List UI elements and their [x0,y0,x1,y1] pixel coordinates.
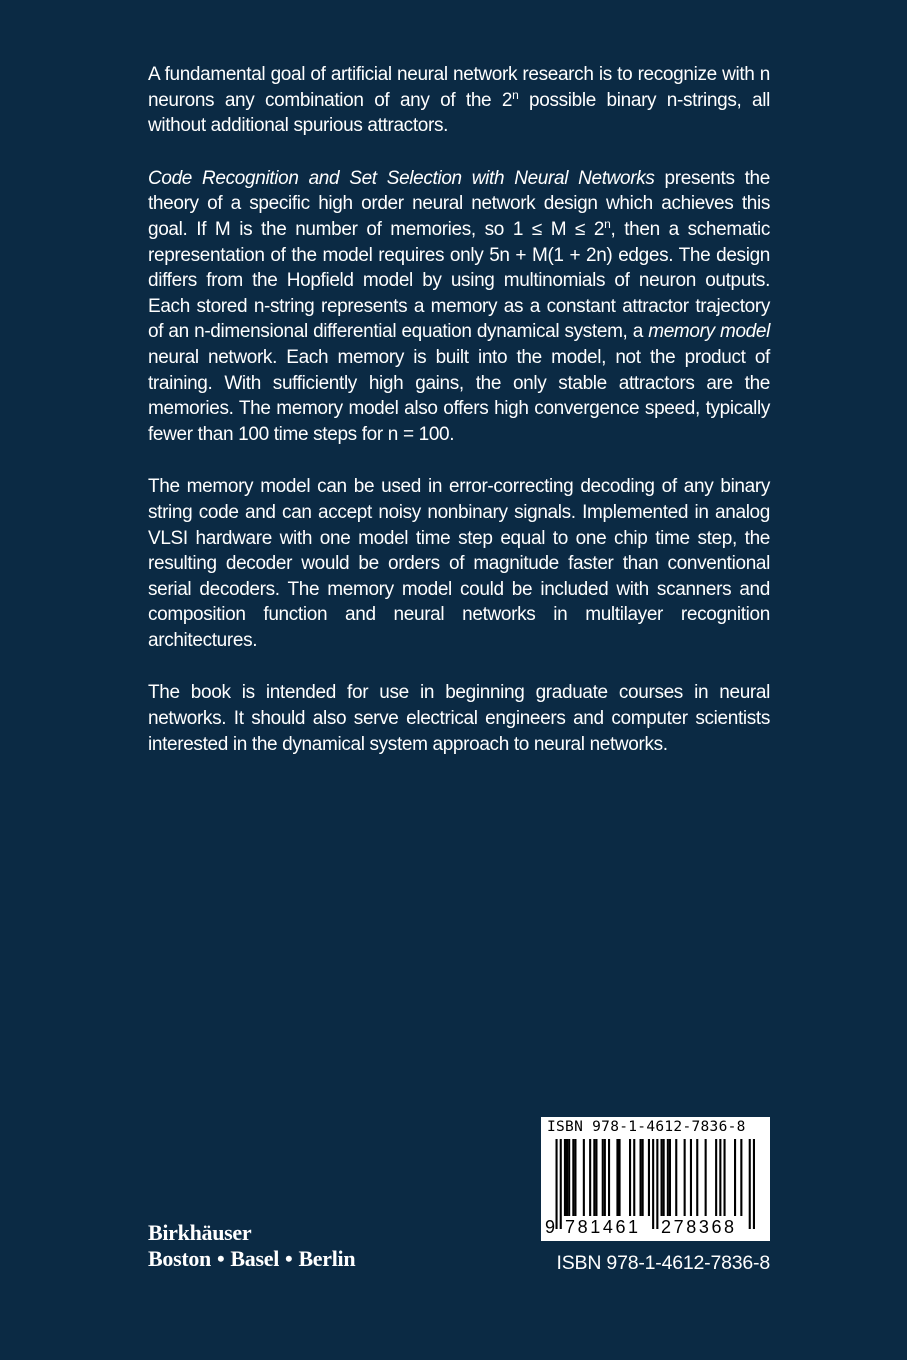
barcode-bar [564,1139,566,1216]
barcode-bar [663,1139,665,1216]
barcode-bar [648,1139,650,1216]
publisher-imprint [148,1220,355,1272]
blurb-text: neural network. Each memory is built into the model, not the product of training. With sufficiently high gains, the only stable attractors are the memories. The memory model also offers high convergence speed, typically fewer than 100 time steps for n = 100. [148,346,770,445]
barcode-guard-bar [749,1139,751,1229]
barcode-guard-bar [753,1139,755,1229]
blurb-paragraph-3: The memory model can be used in error-correcting decoding of any binary string code and can accept noisy nonbinary signals. Implemented in analog VLSI hardware with one model time step equal to one chip time step, the resulting decoder would be orders of magnitude faster than conventional serial decoders. The memory model could be included with scanners and composition function and neural networks in multilayer recognition architectures. [148,476,770,651]
barcode-bar [740,1139,742,1216]
barcode-left-digits: 781461 [565,1217,641,1237]
barcode-bar [696,1139,698,1216]
barcode-bar [568,1139,570,1216]
barcode-bar [719,1139,721,1216]
barcode-bar [715,1139,717,1216]
barcode-bar [640,1139,642,1216]
blurb-text: , then a schematic representation of the model requires only 5n + M(1 + 2n) edges. The design differs from the Hopfield model by using multinomials of neuron outputs. Each stored n-string represents a memory as a constant attractor trajectory of an n-dimensional differential equation dynamical system, a [148,218,771,343]
barcode-bar [604,1139,606,1216]
barcode-bar [633,1139,635,1216]
book-title-italic: Code Recognition and Set Selection with Neural Networks [148,167,655,189]
bullet-separator: • [285,1246,293,1271]
barcode-bar [595,1139,597,1216]
barcode-guard-bar [560,1139,562,1229]
barcode-bar [566,1139,568,1216]
emphasis-italic: memory model [648,321,770,343]
publisher-cities [148,1246,355,1272]
blurb-paragraph-4: The book is intended for use in beginning graduate courses in neural networks. It should also serve electrical engineers and computer scientists interested in the dynamical system approach to neural networks. [148,682,770,755]
barcode-bar [642,1139,644,1216]
barcode-bar [684,1139,686,1216]
barcode-bar [608,1139,610,1216]
barcode-bar [705,1139,707,1216]
barcode-bar [629,1139,631,1216]
barcode-bar [616,1139,618,1216]
publisher-name: Birkhäuser [148,1220,252,1245]
barcode-bar [734,1139,736,1216]
barcode-bar [572,1139,574,1216]
barcode-bar [583,1139,585,1216]
blurb-text: A fundamental goal of artificial neural network research is to recognize with n neurons any combination of any of the 2 [148,64,770,111]
city-basel: Basel [230,1246,280,1271]
barcode-bar [690,1139,692,1216]
blurb-text: presents the theory of a specific high order neural network design which achieves this goal. If M is the number of memories, so 1 ≤ M ≤ 2 [148,167,770,240]
barcode-isbn-label: ISBN 978-1-4612-7836-8 [547,1119,746,1135]
barcode-bar [574,1139,576,1216]
barcode-bar [602,1139,604,1216]
barcode-bar [593,1139,595,1216]
barcode-bar [675,1139,677,1216]
barcode-bar [724,1139,726,1216]
barcode-guard-bar [556,1139,558,1229]
superscript: n [512,87,519,102]
barcode-bar [619,1139,621,1216]
blurb-paragraph-2 [148,166,770,448]
blurb-paragraph-1 [148,62,770,139]
isbn-barcode [541,1117,770,1241]
barcode-bar [589,1139,591,1216]
barcode-bar [661,1139,663,1216]
back-cover-blurb [148,62,770,784]
barcode-guard-bar [656,1139,658,1229]
barcode-first-digit: 9 [545,1217,556,1237]
isbn-number: ISBN 978-1-4612-7836-8 [556,1252,770,1274]
barcode-right-digits: 278368 [661,1217,737,1237]
city-boston: Boston [148,1246,211,1271]
barcode-bar [669,1139,671,1216]
city-berlin: Berlin [298,1246,356,1271]
blurb-text: possible binary n-strings, all without additional spurious attractors. [148,89,770,137]
bullet-separator: • [217,1246,225,1271]
barcode-bar [667,1139,669,1216]
barcode-guard-bar [652,1139,654,1229]
superscript: n [604,216,611,231]
